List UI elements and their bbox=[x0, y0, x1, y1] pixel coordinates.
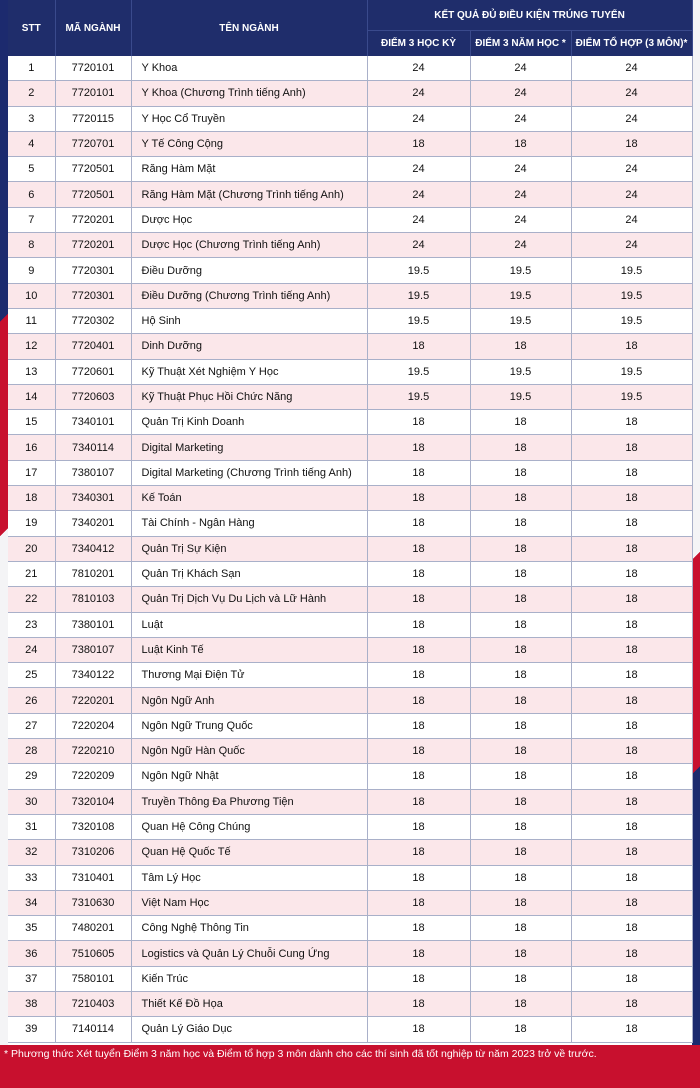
cell-diem-3-nam-hoc: 18 bbox=[470, 991, 571, 1016]
table-row bbox=[8, 131, 692, 156]
cell-diem-3-hoc-ky: 18 bbox=[367, 1017, 470, 1042]
table-row bbox=[8, 106, 692, 131]
cell-ma-nganh: 7310401 bbox=[55, 865, 131, 890]
cell-diem-3-hoc-ky: 19.5 bbox=[367, 359, 470, 384]
cell-stt: 3 bbox=[8, 106, 55, 131]
cell-ten-nganh: Quản Lý Giáo Dục bbox=[131, 1017, 367, 1042]
table-row bbox=[8, 359, 692, 384]
cell-diem-3-hoc-ky: 18 bbox=[367, 410, 470, 435]
header-ma-nganh: MÃ NGÀNH bbox=[55, 0, 131, 56]
table-row bbox=[8, 81, 692, 106]
cell-diem-to-hop: 19.5 bbox=[571, 384, 692, 409]
cell-stt: 10 bbox=[8, 283, 55, 308]
cell-diem-to-hop: 18 bbox=[571, 991, 692, 1016]
cell-diem-to-hop: 18 bbox=[571, 511, 692, 536]
cell-ten-nganh: Kiến Trúc bbox=[131, 966, 367, 991]
cell-diem-3-hoc-ky: 18 bbox=[367, 561, 470, 586]
cell-stt: 16 bbox=[8, 435, 55, 460]
header-diem-to-hop: ĐIỂM TỔ HỢP (3 MÔN)* bbox=[571, 31, 692, 57]
cell-diem-3-hoc-ky: 24 bbox=[367, 56, 470, 81]
cell-diem-3-hoc-ky: 24 bbox=[367, 182, 470, 207]
cell-diem-to-hop: 18 bbox=[571, 941, 692, 966]
cell-diem-to-hop: 18 bbox=[571, 890, 692, 915]
cell-diem-3-nam-hoc: 18 bbox=[470, 814, 571, 839]
cell-stt: 31 bbox=[8, 814, 55, 839]
cell-ten-nganh: Y Khoa (Chương Trình tiếng Anh) bbox=[131, 81, 367, 106]
cell-diem-3-nam-hoc: 18 bbox=[470, 612, 571, 637]
header-group-ket-qua: KẾT QUẢ ĐỦ ĐIỀU KIỆN TRÚNG TUYỂN bbox=[367, 0, 692, 31]
cell-ten-nganh: Digital Marketing (Chương Trình tiếng Anh) bbox=[131, 460, 367, 485]
cell-diem-3-hoc-ky: 18 bbox=[367, 334, 470, 359]
cell-diem-3-nam-hoc: 24 bbox=[470, 157, 571, 182]
cell-diem-3-hoc-ky: 18 bbox=[367, 840, 470, 865]
table-row bbox=[8, 207, 692, 232]
cell-diem-3-hoc-ky: 18 bbox=[367, 663, 470, 688]
cell-diem-to-hop: 18 bbox=[571, 131, 692, 156]
cell-ten-nganh: Hộ Sinh bbox=[131, 308, 367, 333]
cell-ten-nganh: Điều Dưỡng (Chương Trình tiếng Anh) bbox=[131, 283, 367, 308]
cell-diem-to-hop: 18 bbox=[571, 1017, 692, 1042]
cell-diem-3-nam-hoc: 19.5 bbox=[470, 258, 571, 283]
cell-stt: 18 bbox=[8, 486, 55, 511]
table-row bbox=[8, 334, 692, 359]
cell-stt: 7 bbox=[8, 207, 55, 232]
header-diem-3-hoc-ky: ĐIỂM 3 HỌC KỲ bbox=[367, 31, 470, 57]
table-row bbox=[8, 56, 692, 81]
cell-ma-nganh: 7720701 bbox=[55, 131, 131, 156]
cell-diem-3-hoc-ky: 19.5 bbox=[367, 283, 470, 308]
cell-diem-3-hoc-ky: 19.5 bbox=[367, 258, 470, 283]
cell-diem-to-hop: 24 bbox=[571, 207, 692, 232]
cell-diem-to-hop: 19.5 bbox=[571, 283, 692, 308]
cell-ma-nganh: 7720501 bbox=[55, 157, 131, 182]
cell-stt: 33 bbox=[8, 865, 55, 890]
cell-diem-to-hop: 19.5 bbox=[571, 308, 692, 333]
cell-diem-3-hoc-ky: 18 bbox=[367, 486, 470, 511]
table-body bbox=[8, 56, 692, 1042]
cell-ten-nganh: Tài Chính - Ngân Hàng bbox=[131, 511, 367, 536]
cell-ten-nganh: Dinh Dưỡng bbox=[131, 334, 367, 359]
cell-stt: 39 bbox=[8, 1017, 55, 1042]
table-row bbox=[8, 1017, 692, 1042]
cell-ten-nganh: Quản Trị Kinh Doanh bbox=[131, 410, 367, 435]
table-row bbox=[8, 460, 692, 485]
cell-diem-3-hoc-ky: 18 bbox=[367, 713, 470, 738]
cell-diem-3-nam-hoc: 24 bbox=[470, 106, 571, 131]
cell-diem-to-hop: 18 bbox=[571, 587, 692, 612]
cell-diem-3-hoc-ky: 18 bbox=[367, 435, 470, 460]
cell-stt: 6 bbox=[8, 182, 55, 207]
cell-diem-3-hoc-ky: 18 bbox=[367, 890, 470, 915]
cell-diem-to-hop: 18 bbox=[571, 814, 692, 839]
table-row bbox=[8, 561, 692, 586]
cell-stt: 9 bbox=[8, 258, 55, 283]
cell-ten-nganh: Thương Mại Điện Tử bbox=[131, 663, 367, 688]
cell-ten-nganh: Digital Marketing bbox=[131, 435, 367, 460]
cell-diem-to-hop: 18 bbox=[571, 865, 692, 890]
cell-ma-nganh: 7720603 bbox=[55, 384, 131, 409]
cell-stt: 30 bbox=[8, 789, 55, 814]
cell-stt: 13 bbox=[8, 359, 55, 384]
cell-diem-3-hoc-ky: 24 bbox=[367, 81, 470, 106]
cell-ma-nganh: 7320108 bbox=[55, 814, 131, 839]
cell-diem-to-hop: 18 bbox=[571, 764, 692, 789]
table-row bbox=[8, 840, 692, 865]
table-row bbox=[8, 814, 692, 839]
cell-diem-3-nam-hoc: 18 bbox=[470, 410, 571, 435]
cell-diem-3-nam-hoc: 18 bbox=[470, 739, 571, 764]
cell-ten-nganh: Ngôn Ngữ Trung Quốc bbox=[131, 713, 367, 738]
cell-diem-3-hoc-ky: 18 bbox=[367, 131, 470, 156]
cell-diem-to-hop: 18 bbox=[571, 536, 692, 561]
table-row bbox=[8, 991, 692, 1016]
table-row bbox=[8, 587, 692, 612]
cell-diem-3-hoc-ky: 24 bbox=[367, 106, 470, 131]
cell-ten-nganh: Dược Học (Chương Trình tiếng Anh) bbox=[131, 233, 367, 258]
cell-ma-nganh: 7720301 bbox=[55, 258, 131, 283]
table-row bbox=[8, 182, 692, 207]
cell-diem-to-hop: 24 bbox=[571, 56, 692, 81]
cell-diem-to-hop: 18 bbox=[571, 840, 692, 865]
cell-diem-3-nam-hoc: 24 bbox=[470, 56, 571, 81]
cell-diem-to-hop: 18 bbox=[571, 663, 692, 688]
cell-diem-3-nam-hoc: 18 bbox=[470, 764, 571, 789]
cell-ten-nganh: Kỹ Thuật Phục Hồi Chức Năng bbox=[131, 384, 367, 409]
cell-diem-to-hop: 18 bbox=[571, 410, 692, 435]
cell-ma-nganh: 7480201 bbox=[55, 916, 131, 941]
cell-ma-nganh: 7720501 bbox=[55, 182, 131, 207]
cell-ma-nganh: 7810201 bbox=[55, 561, 131, 586]
cell-ten-nganh: Công Nghệ Thông Tin bbox=[131, 916, 367, 941]
cell-ma-nganh: 7310630 bbox=[55, 890, 131, 915]
cell-diem-to-hop: 18 bbox=[571, 612, 692, 637]
cell-diem-to-hop: 18 bbox=[571, 637, 692, 662]
cell-stt: 4 bbox=[8, 131, 55, 156]
cell-diem-3-nam-hoc: 18 bbox=[470, 1017, 571, 1042]
table-row bbox=[8, 739, 692, 764]
cell-ma-nganh: 7340301 bbox=[55, 486, 131, 511]
cell-diem-3-hoc-ky: 18 bbox=[367, 460, 470, 485]
cell-diem-3-hoc-ky: 18 bbox=[367, 536, 470, 561]
cell-ma-nganh: 7340201 bbox=[55, 511, 131, 536]
cell-stt: 37 bbox=[8, 966, 55, 991]
table-row bbox=[8, 890, 692, 915]
table-row bbox=[8, 941, 692, 966]
cell-diem-3-nam-hoc: 18 bbox=[470, 460, 571, 485]
cell-diem-to-hop: 18 bbox=[571, 688, 692, 713]
cell-stt: 26 bbox=[8, 688, 55, 713]
cell-diem-to-hop: 18 bbox=[571, 966, 692, 991]
cell-diem-3-hoc-ky: 18 bbox=[367, 739, 470, 764]
table-row bbox=[8, 233, 692, 258]
cell-diem-to-hop: 24 bbox=[571, 157, 692, 182]
cell-ma-nganh: 7720201 bbox=[55, 233, 131, 258]
cell-stt: 14 bbox=[8, 384, 55, 409]
cell-diem-3-nam-hoc: 18 bbox=[470, 941, 571, 966]
cell-diem-3-nam-hoc: 19.5 bbox=[470, 283, 571, 308]
cell-diem-to-hop: 19.5 bbox=[571, 258, 692, 283]
table-row bbox=[8, 916, 692, 941]
cell-ten-nganh: Ngôn Ngữ Hàn Quốc bbox=[131, 739, 367, 764]
cell-diem-3-nam-hoc: 19.5 bbox=[470, 308, 571, 333]
cell-diem-3-hoc-ky: 18 bbox=[367, 688, 470, 713]
cell-diem-3-nam-hoc: 18 bbox=[470, 890, 571, 915]
table-row bbox=[8, 435, 692, 460]
cell-ten-nganh: Tâm Lý Học bbox=[131, 865, 367, 890]
table-row bbox=[8, 258, 692, 283]
cell-diem-3-nam-hoc: 18 bbox=[470, 511, 571, 536]
table-row bbox=[8, 966, 692, 991]
cell-ma-nganh: 7380101 bbox=[55, 612, 131, 637]
cell-diem-3-nam-hoc: 18 bbox=[470, 966, 571, 991]
cell-diem-3-nam-hoc: 24 bbox=[470, 233, 571, 258]
table-row bbox=[8, 486, 692, 511]
cell-diem-3-nam-hoc: 24 bbox=[470, 182, 571, 207]
cell-diem-to-hop: 18 bbox=[571, 713, 692, 738]
cell-ten-nganh: Ngôn Ngữ Nhật bbox=[131, 764, 367, 789]
cell-diem-to-hop: 18 bbox=[571, 739, 692, 764]
cell-stt: 5 bbox=[8, 157, 55, 182]
table-row bbox=[8, 637, 692, 662]
cell-stt: 36 bbox=[8, 941, 55, 966]
cell-stt: 25 bbox=[8, 663, 55, 688]
cell-ten-nganh: Y Tế Công Cộng bbox=[131, 131, 367, 156]
cell-ma-nganh: 7320104 bbox=[55, 789, 131, 814]
cell-stt: 22 bbox=[8, 587, 55, 612]
cell-stt: 8 bbox=[8, 233, 55, 258]
cell-ten-nganh: Kỹ Thuật Xét Nghiệm Y Học bbox=[131, 359, 367, 384]
cell-ten-nganh: Truyền Thông Đa Phương Tiện bbox=[131, 789, 367, 814]
cell-diem-3-nam-hoc: 18 bbox=[470, 637, 571, 662]
cell-ma-nganh: 7720101 bbox=[55, 56, 131, 81]
cell-diem-3-nam-hoc: 18 bbox=[470, 840, 571, 865]
cell-stt: 21 bbox=[8, 561, 55, 586]
cell-ma-nganh: 7340122 bbox=[55, 663, 131, 688]
cell-ma-nganh: 7720401 bbox=[55, 334, 131, 359]
cell-ten-nganh: Thiết Kế Đồ Họa bbox=[131, 991, 367, 1016]
cell-ma-nganh: 7310206 bbox=[55, 840, 131, 865]
cell-ten-nganh: Ngôn Ngữ Anh bbox=[131, 688, 367, 713]
cell-ma-nganh: 7720115 bbox=[55, 106, 131, 131]
table-row bbox=[8, 764, 692, 789]
cell-ten-nganh: Răng Hàm Mặt (Chương Trình tiếng Anh) bbox=[131, 182, 367, 207]
cell-stt: 2 bbox=[8, 81, 55, 106]
cell-stt: 38 bbox=[8, 991, 55, 1016]
table-row bbox=[8, 612, 692, 637]
cell-diem-3-hoc-ky: 18 bbox=[367, 966, 470, 991]
cell-ma-nganh: 7140114 bbox=[55, 1017, 131, 1042]
cell-diem-3-nam-hoc: 18 bbox=[470, 486, 571, 511]
cell-diem-to-hop: 19.5 bbox=[571, 359, 692, 384]
cell-diem-3-hoc-ky: 18 bbox=[367, 941, 470, 966]
cell-stt: 1 bbox=[8, 56, 55, 81]
cell-ten-nganh: Quản Trị Dịch Vụ Du Lịch và Lữ Hành bbox=[131, 587, 367, 612]
cell-stt: 24 bbox=[8, 637, 55, 662]
table-row bbox=[8, 410, 692, 435]
cell-diem-to-hop: 18 bbox=[571, 460, 692, 485]
cell-diem-3-hoc-ky: 18 bbox=[367, 916, 470, 941]
cell-ten-nganh: Logistics và Quản Lý Chuỗi Cung Ứng bbox=[131, 941, 367, 966]
cell-ten-nganh: Y Học Cổ Truyền bbox=[131, 106, 367, 131]
cell-ma-nganh: 7720601 bbox=[55, 359, 131, 384]
cell-diem-3-nam-hoc: 18 bbox=[470, 561, 571, 586]
cell-diem-to-hop: 18 bbox=[571, 789, 692, 814]
admission-results-table bbox=[8, 0, 693, 1043]
cell-stt: 29 bbox=[8, 764, 55, 789]
cell-ma-nganh: 7340114 bbox=[55, 435, 131, 460]
cell-stt: 17 bbox=[8, 460, 55, 485]
cell-diem-3-hoc-ky: 19.5 bbox=[367, 384, 470, 409]
cell-diem-to-hop: 18 bbox=[571, 334, 692, 359]
cell-ten-nganh: Quan Hệ Quốc Tế bbox=[131, 840, 367, 865]
cell-diem-3-hoc-ky: 24 bbox=[367, 157, 470, 182]
cell-stt: 28 bbox=[8, 739, 55, 764]
cell-diem-to-hop: 24 bbox=[571, 182, 692, 207]
table-row bbox=[8, 308, 692, 333]
cell-diem-3-nam-hoc: 24 bbox=[470, 207, 571, 232]
cell-ten-nganh: Quan Hệ Công Chúng bbox=[131, 814, 367, 839]
cell-ten-nganh: Luật bbox=[131, 612, 367, 637]
cell-diem-3-nam-hoc: 18 bbox=[470, 663, 571, 688]
cell-diem-3-nam-hoc: 18 bbox=[470, 688, 571, 713]
cell-diem-3-hoc-ky: 18 bbox=[367, 764, 470, 789]
cell-ten-nganh: Quản Trị Khách Sạn bbox=[131, 561, 367, 586]
cell-diem-to-hop: 24 bbox=[571, 106, 692, 131]
cell-diem-3-nam-hoc: 18 bbox=[470, 131, 571, 156]
cell-ma-nganh: 7220204 bbox=[55, 713, 131, 738]
cell-stt: 11 bbox=[8, 308, 55, 333]
table-row bbox=[8, 384, 692, 409]
cell-ten-nganh: Y Khoa bbox=[131, 56, 367, 81]
cell-ma-nganh: 7380107 bbox=[55, 637, 131, 662]
table-row bbox=[8, 688, 692, 713]
cell-ma-nganh: 7580101 bbox=[55, 966, 131, 991]
cell-ma-nganh: 7380107 bbox=[55, 460, 131, 485]
cell-diem-3-hoc-ky: 18 bbox=[367, 587, 470, 612]
cell-ten-nganh: Điều Dưỡng bbox=[131, 258, 367, 283]
cell-ten-nganh: Việt Nam Học bbox=[131, 890, 367, 915]
cell-diem-3-nam-hoc: 18 bbox=[470, 334, 571, 359]
cell-ma-nganh: 7510605 bbox=[55, 941, 131, 966]
cell-stt: 19 bbox=[8, 511, 55, 536]
table-row bbox=[8, 865, 692, 890]
table-row bbox=[8, 536, 692, 561]
table-row bbox=[8, 283, 692, 308]
cell-stt: 35 bbox=[8, 916, 55, 941]
cell-diem-3-nam-hoc: 24 bbox=[470, 81, 571, 106]
cell-diem-to-hop: 18 bbox=[571, 561, 692, 586]
cell-diem-to-hop: 24 bbox=[571, 233, 692, 258]
cell-stt: 15 bbox=[8, 410, 55, 435]
cell-ma-nganh: 7220210 bbox=[55, 739, 131, 764]
cell-diem-3-hoc-ky: 18 bbox=[367, 612, 470, 637]
cell-diem-3-hoc-ky: 24 bbox=[367, 207, 470, 232]
cell-diem-3-nam-hoc: 18 bbox=[470, 865, 571, 890]
cell-diem-to-hop: 18 bbox=[571, 916, 692, 941]
table-row bbox=[8, 511, 692, 536]
cell-diem-3-nam-hoc: 18 bbox=[470, 435, 571, 460]
cell-ma-nganh: 7340101 bbox=[55, 410, 131, 435]
cell-stt: 23 bbox=[8, 612, 55, 637]
cell-ma-nganh: 7220201 bbox=[55, 688, 131, 713]
footnote-text: * Phương thức Xét tuyển Điểm 3 năm học và Điểm tổ hợp 3 môn dành cho các thí sinh đã tốt nghiệp từ năm 2023 trở về trước. bbox=[4, 1048, 597, 1060]
cell-ten-nganh: Luật Kinh Tế bbox=[131, 637, 367, 662]
cell-diem-3-hoc-ky: 24 bbox=[367, 233, 470, 258]
cell-ma-nganh: 7210403 bbox=[55, 991, 131, 1016]
cell-diem-3-hoc-ky: 18 bbox=[367, 865, 470, 890]
cell-diem-3-nam-hoc: 18 bbox=[470, 789, 571, 814]
cell-ma-nganh: 7720302 bbox=[55, 308, 131, 333]
table-row bbox=[8, 157, 692, 182]
header-ten-nganh: TÊN NGÀNH bbox=[131, 0, 367, 56]
cell-diem-3-nam-hoc: 18 bbox=[470, 713, 571, 738]
cell-ma-nganh: 7340412 bbox=[55, 536, 131, 561]
cell-diem-3-nam-hoc: 18 bbox=[470, 536, 571, 561]
cell-diem-to-hop: 24 bbox=[571, 81, 692, 106]
cell-diem-3-hoc-ky: 18 bbox=[367, 511, 470, 536]
cell-stt: 32 bbox=[8, 840, 55, 865]
cell-ma-nganh: 7720101 bbox=[55, 81, 131, 106]
cell-diem-3-hoc-ky: 18 bbox=[367, 991, 470, 1016]
cell-diem-to-hop: 18 bbox=[571, 486, 692, 511]
cell-stt: 20 bbox=[8, 536, 55, 561]
cell-diem-3-nam-hoc: 19.5 bbox=[470, 359, 571, 384]
cell-diem-3-nam-hoc: 18 bbox=[470, 587, 571, 612]
cell-stt: 34 bbox=[8, 890, 55, 915]
header-stt: STT bbox=[8, 0, 55, 56]
cell-diem-3-hoc-ky: 18 bbox=[367, 637, 470, 662]
cell-ten-nganh: Dược Học bbox=[131, 207, 367, 232]
cell-ten-nganh: Quản Trị Sự Kiện bbox=[131, 536, 367, 561]
cell-ten-nganh: Kế Toán bbox=[131, 486, 367, 511]
cell-stt: 12 bbox=[8, 334, 55, 359]
cell-diem-3-hoc-ky: 18 bbox=[367, 789, 470, 814]
cell-diem-to-hop: 18 bbox=[571, 435, 692, 460]
cell-diem-3-hoc-ky: 19.5 bbox=[367, 308, 470, 333]
table-row bbox=[8, 663, 692, 688]
table-row bbox=[8, 789, 692, 814]
cell-diem-3-nam-hoc: 19.5 bbox=[470, 384, 571, 409]
cell-ma-nganh: 7720201 bbox=[55, 207, 131, 232]
cell-diem-3-nam-hoc: 18 bbox=[470, 916, 571, 941]
cell-ma-nganh: 7220209 bbox=[55, 764, 131, 789]
cell-stt: 27 bbox=[8, 713, 55, 738]
cell-ten-nganh: Răng Hàm Mặt bbox=[131, 157, 367, 182]
table-row bbox=[8, 713, 692, 738]
cell-diem-3-hoc-ky: 18 bbox=[367, 814, 470, 839]
header-diem-3-nam-hoc: ĐIỂM 3 NĂM HỌC * bbox=[470, 31, 571, 57]
cell-ma-nganh: 7720301 bbox=[55, 283, 131, 308]
cell-ma-nganh: 7810103 bbox=[55, 587, 131, 612]
